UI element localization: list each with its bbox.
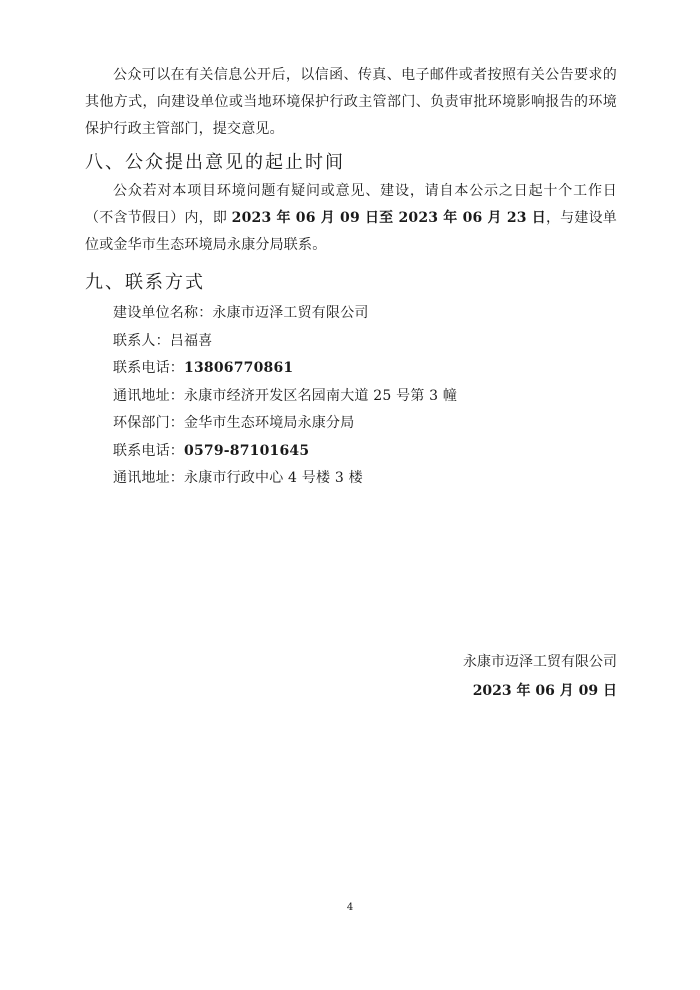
section-7-paragraph: 公众可以在有关信息公开后，以信函、传真、电子邮件或者按照有关公告要求的其他方式，向建设单位或当地环境保护行政主管部门、负责审批环境影响报告的环境保护行政主管部门，提交意见。 bbox=[85, 67, 617, 137]
contact-value: 13806770861 bbox=[184, 360, 294, 376]
contact-list bbox=[113, 300, 457, 493]
contact-label: 联系电话： bbox=[113, 442, 184, 459]
contact-row-env-dept bbox=[113, 410, 457, 438]
contact-row-env-address bbox=[113, 465, 457, 493]
signature-company: 永康市迈泽工贸有限公司 bbox=[463, 654, 617, 670]
section-8-heading: 八、公众提出意见的起止时间 bbox=[85, 152, 345, 173]
signature-date: 2023 年 06 月 09 日 bbox=[472, 683, 617, 699]
contact-row-company bbox=[113, 300, 457, 328]
contact-label: 通讯地址： bbox=[113, 470, 184, 486]
section-8-text-part1: 公众若对本项目环境问题有疑问或意见、建设，请自本公示之日起十个工作日（不含节假日）内，即 bbox=[85, 183, 617, 226]
section-9-heading: 九、联系方式 bbox=[85, 272, 205, 293]
comment-period-dates: 2023 年 06 月 09 日至 2023 年 06 月 23 日 bbox=[231, 210, 546, 226]
contact-label: 通讯地址： bbox=[113, 387, 184, 404]
contact-value: 永康市经济开发区名园南大道 25 号第 3 幢 bbox=[184, 387, 458, 404]
section-8-paragraph bbox=[85, 178, 617, 259]
contact-value: 永康市行政中心 4 号楼 3 楼 bbox=[184, 470, 363, 486]
section-8-text-part2: ，与建设单位或金华市生态环境局永康分局联系。 bbox=[85, 210, 617, 253]
signature-block bbox=[463, 648, 617, 706]
contact-label: 联系电话： bbox=[113, 360, 184, 376]
contact-value: 永康市迈泽工贸有限公司 bbox=[212, 305, 369, 321]
contact-value: 金华市生态环境局永康分局 bbox=[184, 415, 355, 431]
contact-label: 联系人： bbox=[113, 332, 170, 349]
contact-row-phone bbox=[113, 355, 457, 383]
contact-row-address bbox=[113, 383, 457, 411]
contact-label: 环保部门： bbox=[113, 415, 184, 431]
page-number: 4 bbox=[346, 902, 354, 913]
contact-label: 建设单位名称： bbox=[113, 305, 213, 321]
contact-row-env-phone bbox=[113, 438, 457, 466]
contact-value: 吕福喜 bbox=[169, 332, 213, 349]
contact-value: 0579-87101645 bbox=[184, 442, 310, 459]
contact-row-person bbox=[113, 328, 457, 356]
